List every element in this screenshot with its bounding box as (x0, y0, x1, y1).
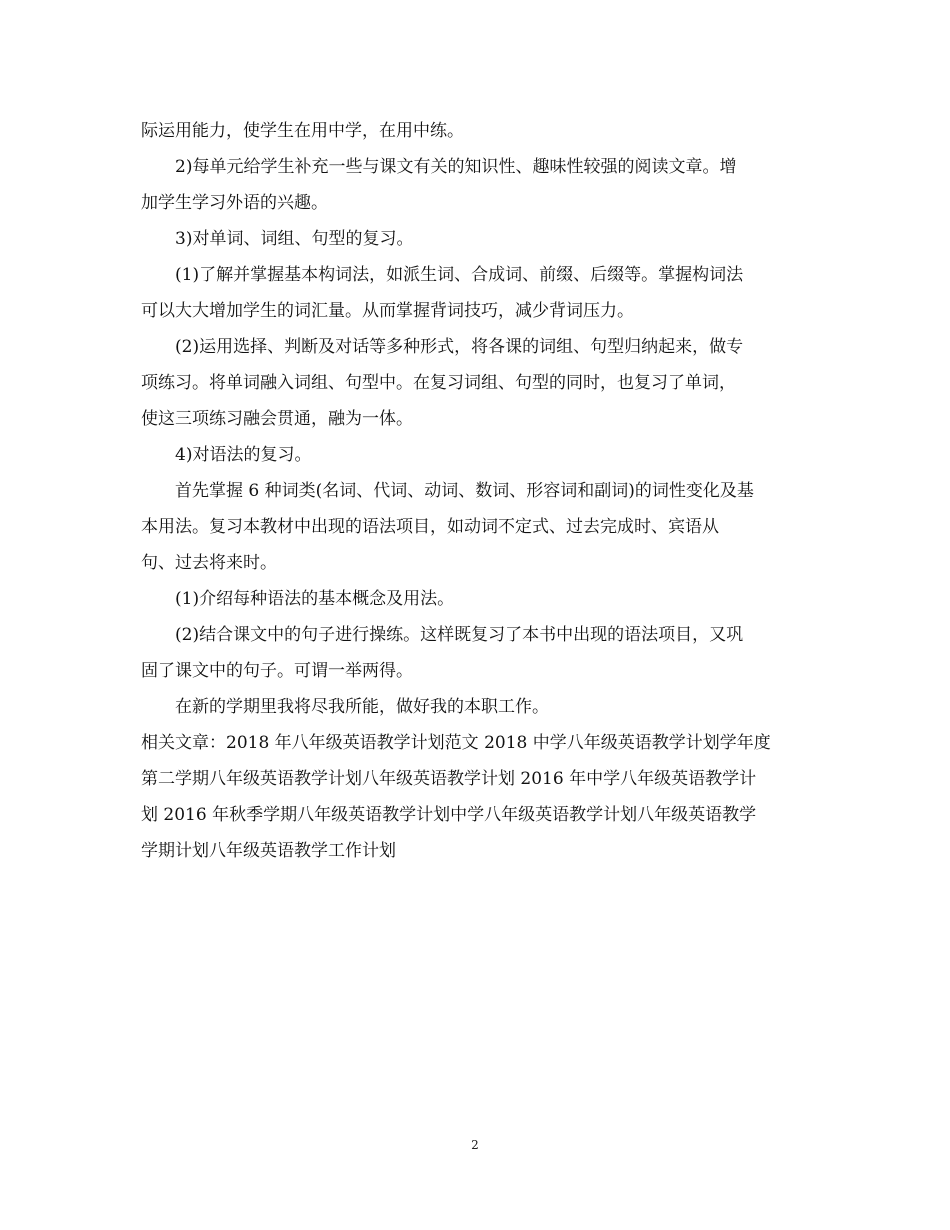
text-line: 项练习。将单词融入词组、句型中。在复习词组、句型的同时，也复习了单词， (141, 373, 736, 393)
text-line: 固了课文中的句子。可谓一举两得。 (141, 661, 413, 681)
text-line: (1)介绍每种语法的基本概念及用法。 (175, 589, 455, 609)
body-text (141, 113, 811, 869)
related-articles-line: 划 2016 年秋季学期八年级英语教学计划中学八年级英语教学计划八年级英语教学 (141, 805, 757, 825)
text-line: (2)结合课文中的句子进行操练。这样既复习了本书中出现的语法项目，又巩 (175, 625, 744, 645)
related-articles-line: 第二学期八年级英语教学计划八年级英语教学计划 2016 年中学八年级英语教学计 (141, 769, 757, 789)
text-line: (2)运用选择、判断及对话等多种形式，将各课的词组、句型归纳起来，做专 (175, 337, 744, 357)
text-line: 可以大大增加学生的词汇量。从而掌握背词技巧，减少背词压力。 (141, 301, 634, 321)
text-line: 2)每单元给学生补充一些与课文有关的知识性、趣味性较强的阅读文章。增 (175, 157, 737, 177)
text-line: 在新的学期里我将尽我所能，做好我的本职工作。 (175, 697, 549, 717)
text-line: 4)对语法的复习。 (175, 445, 312, 465)
related-articles-line: 学期计划八年级英语教学工作计划 (141, 841, 396, 861)
text-line: 加学生学习外语的兴趣。 (141, 193, 328, 213)
text-line: 本用法。复习本教材中出现的语法项目，如动词不定式、过去完成时、宾语从 (141, 517, 719, 537)
text-line: 3)对单词、词组、句型的复习。 (175, 229, 414, 249)
text-line: 使这三项练习融会贯通，融为一体。 (141, 409, 413, 429)
related-articles-line: 相关文章：2018 年八年级英语教学计划范文 2018 中学八年级英语教学计划学年度 (141, 733, 771, 753)
text-line: 际运用能力，使学生在用中学，在用中练。 (141, 121, 464, 141)
text-line: 首先掌握 6 种词类(名词、代词、动词、数词、形容词和副词)的词性变化及基 (175, 481, 754, 501)
page-number: 2 (471, 1138, 479, 1152)
text-line: 句、过去将来时。 (141, 553, 277, 573)
text-line: (1)了解并掌握基本构词法，如派生词、合成词、前缀、后缀等。掌握构词法 (175, 265, 744, 285)
